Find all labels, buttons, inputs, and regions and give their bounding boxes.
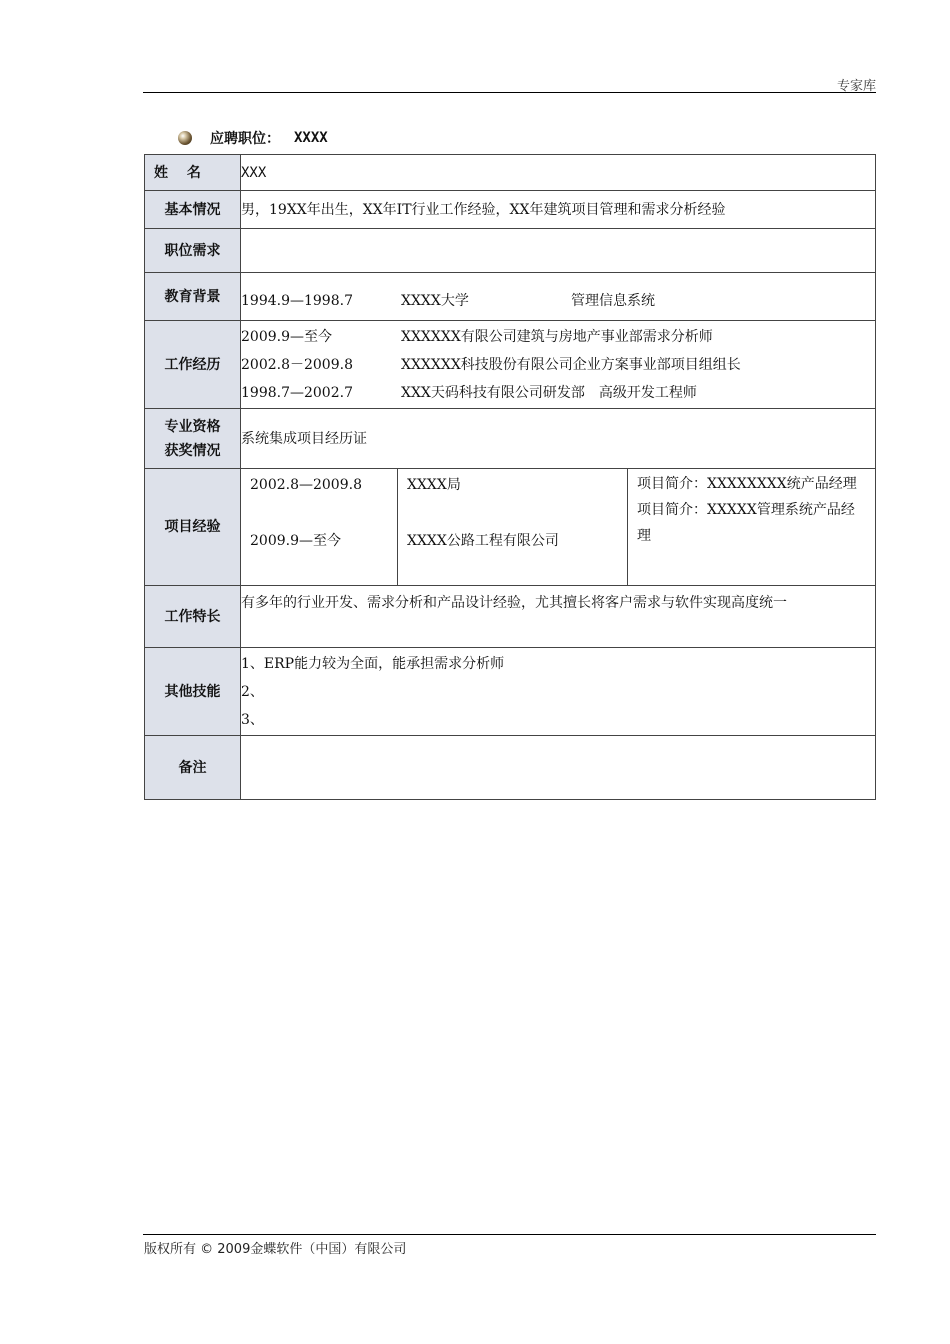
value-remarks bbox=[241, 736, 876, 800]
label-qualification bbox=[145, 409, 241, 469]
row-requirement bbox=[145, 229, 876, 273]
value-basic: 男，19XX年出生，XX年IT行业工作经验，XX年建筑项目管理和需求分析经验 bbox=[241, 191, 876, 229]
label-remarks: 备注 bbox=[145, 736, 241, 800]
project-period: 2009.9—至今 bbox=[250, 533, 341, 549]
row-basic bbox=[145, 191, 876, 229]
label-skills: 其他技能 bbox=[145, 648, 241, 736]
row-remarks bbox=[145, 736, 876, 800]
row-skills bbox=[145, 648, 876, 736]
label-education: 教育背景 bbox=[145, 273, 241, 321]
education-major: 管理信息系统 bbox=[571, 292, 655, 309]
position-label: 应聘职位： bbox=[210, 131, 280, 147]
work-desc: XXXXXX科技股份有限公司企业方案事业部项目组组长 bbox=[401, 356, 741, 373]
label-name: 姓 名 bbox=[145, 155, 241, 191]
project-summaries bbox=[628, 469, 875, 585]
skill-item: 1、ERP能力较为全面，能承担需求分析师 bbox=[241, 656, 505, 672]
work-desc: XXXXXX有限公司建筑与房地产事业部需求分析师 bbox=[401, 328, 713, 345]
project-clients bbox=[398, 469, 628, 585]
work-item bbox=[241, 379, 875, 407]
row-specialty bbox=[145, 586, 876, 648]
education-school: XXXX大学 bbox=[401, 292, 469, 309]
label-projects: 项目经验 bbox=[145, 469, 241, 586]
resume-table bbox=[144, 154, 876, 800]
skill-item: 3、 bbox=[241, 712, 264, 728]
applied-position bbox=[178, 128, 328, 148]
work-period: 2009.9—至今 bbox=[241, 328, 332, 345]
row-work bbox=[145, 321, 876, 409]
row-qualification bbox=[145, 409, 876, 469]
value-skills bbox=[241, 648, 876, 736]
education-period: 1994.9—1998.7 bbox=[241, 292, 353, 309]
value-name: XXX bbox=[241, 155, 876, 191]
label-qualification-line1: 专业资格 bbox=[164, 418, 221, 435]
value-education bbox=[241, 273, 876, 321]
value-projects bbox=[241, 469, 876, 586]
project-summary: 项目简介：XXXXXXXX统产品经理 bbox=[637, 476, 857, 492]
value-qualification: 系统集成项目经历证 bbox=[241, 409, 876, 469]
work-item bbox=[241, 323, 875, 351]
work-period: 1998.7—2002.7 bbox=[241, 384, 353, 401]
work-desc: XXX天码科技有限公司研发部 高级开发工程师 bbox=[401, 384, 697, 401]
row-projects bbox=[145, 469, 876, 586]
skill-item: 2、 bbox=[241, 684, 264, 700]
row-education bbox=[145, 273, 876, 321]
label-specialty: 工作特长 bbox=[145, 586, 241, 648]
value-work bbox=[241, 321, 876, 409]
bullet-icon bbox=[178, 131, 192, 145]
footer-copyright: 版权所有 © 2009金蝶软件（中国）有限公司 bbox=[144, 1242, 407, 1257]
label-basic: 基本情况 bbox=[145, 191, 241, 229]
project-client: XXXX公路工程有限公司 bbox=[407, 533, 559, 549]
value-requirement bbox=[241, 229, 876, 273]
project-summary: 项目简介：XXXXX管理系统产品经理 bbox=[637, 502, 855, 544]
label-work: 工作经历 bbox=[145, 321, 241, 409]
project-periods bbox=[241, 469, 398, 585]
value-specialty: 有多年的行业开发、需求分析和产品设计经验，尤其擅长将客户需求与软件实现高度统一 bbox=[241, 586, 876, 648]
work-item bbox=[241, 351, 875, 379]
page-header-title: 专家库 bbox=[836, 79, 876, 94]
header-divider bbox=[143, 92, 876, 93]
work-period: 2002.8－2009.8 bbox=[241, 356, 353, 373]
footer-divider bbox=[143, 1234, 876, 1235]
project-client: XXXX局 bbox=[407, 477, 461, 493]
project-period: 2002.8—2009.8 bbox=[250, 477, 362, 493]
label-qualification-line2: 获奖情况 bbox=[164, 442, 221, 459]
row-name bbox=[145, 155, 876, 191]
position-value: XXXX bbox=[294, 130, 328, 146]
label-requirement: 职位需求 bbox=[145, 229, 241, 273]
